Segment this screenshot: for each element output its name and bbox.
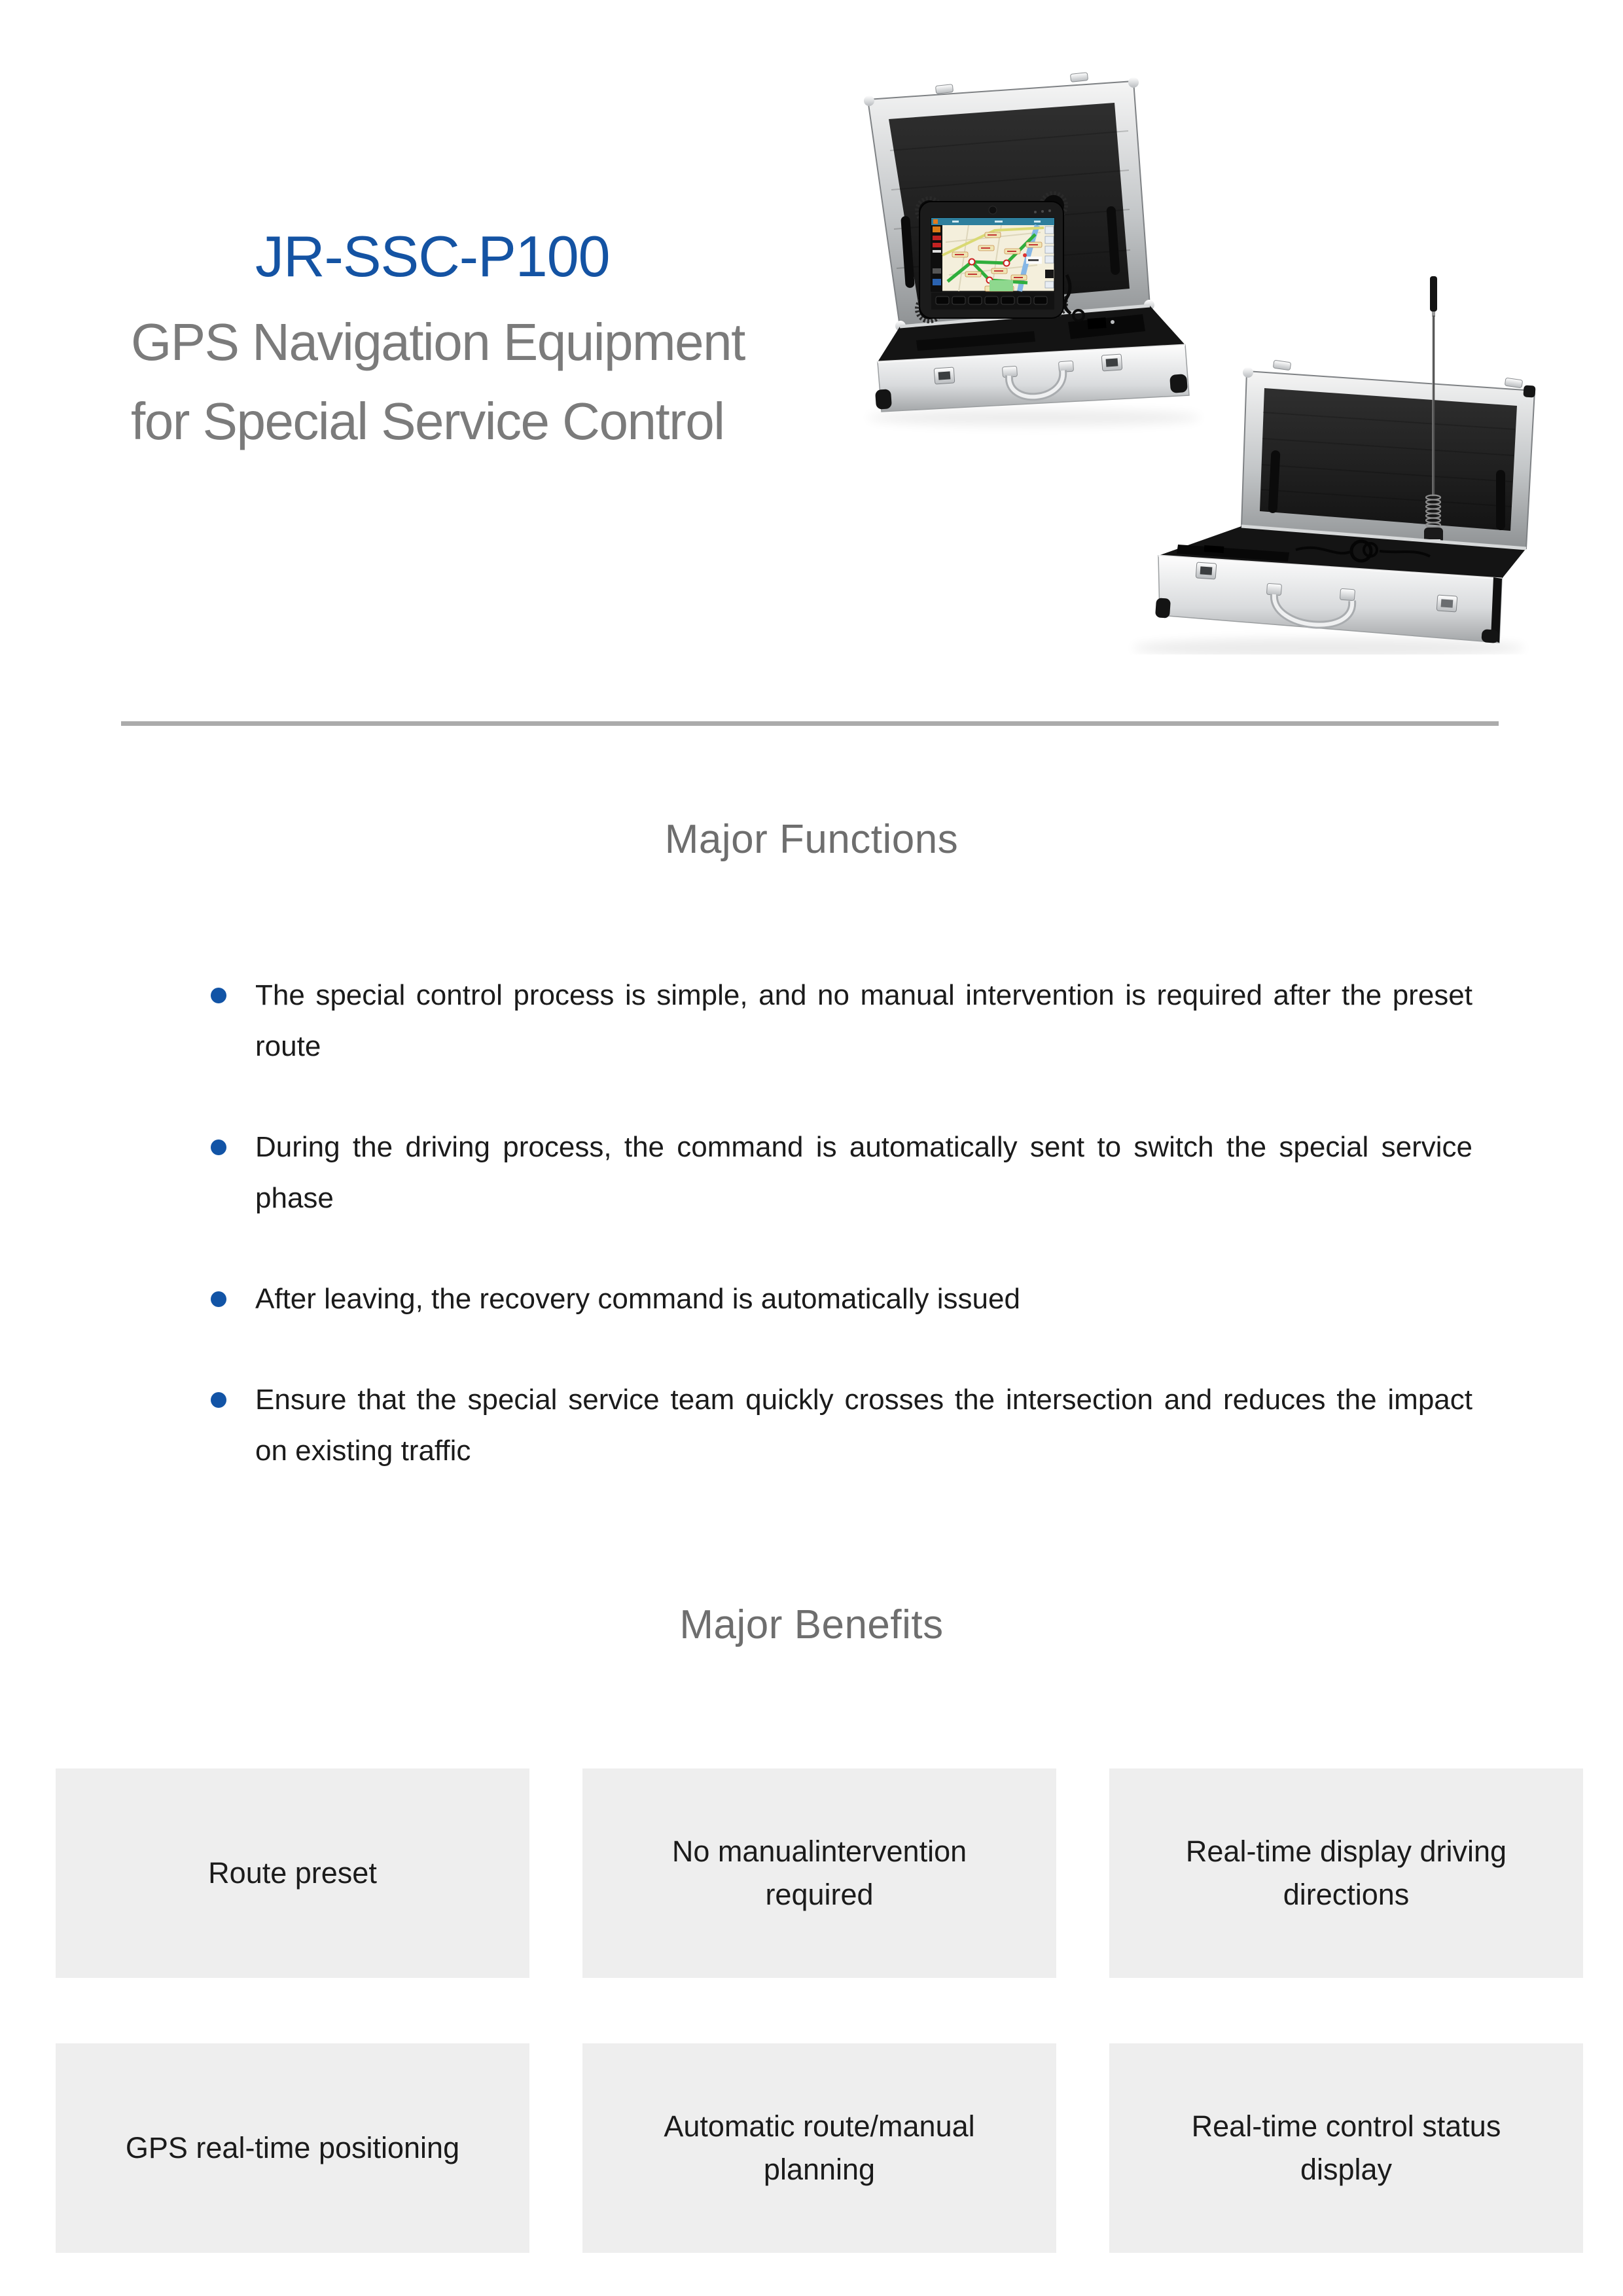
major-benefits-heading: Major Benefits <box>679 1602 944 1647</box>
function-bullet-3 <box>211 1274 1472 1325</box>
benefit-card-no-manual-intervention <box>582 1768 1056 1978</box>
benefits-grid <box>56 1768 1583 2253</box>
function-bullet-text: Ensure that the special service team quickly crosses the intersection and reduces the impact on existing traffic <box>255 1384 1472 1467</box>
function-bullet-2 <box>211 1122 1472 1224</box>
function-bullet-1 <box>211 970 1472 1072</box>
map-screen <box>931 218 1054 291</box>
product-model-title: JR-SSC-P100 <box>255 224 610 289</box>
benefit-card-label: No manualintervention required <box>671 1835 967 1911</box>
bullet-dot-icon <box>211 1291 226 1307</box>
benefit-card-gps-positioning <box>56 2043 529 2253</box>
benefit-card-control-status <box>1109 2043 1583 2253</box>
benefit-card-route-planning <box>582 2043 1056 2253</box>
section-divider <box>121 721 1499 726</box>
bullet-dot-icon <box>211 1392 226 1408</box>
function-bullet-text: After leaving, the recovery command is automatically issued <box>255 1283 1020 1315</box>
photo-case-upright <box>864 73 1189 412</box>
function-bullet-4 <box>211 1374 1472 1477</box>
benefit-card-label: Automatic route/manual planning <box>664 2109 975 2186</box>
functions-bullet-list <box>211 970 1472 1526</box>
product-subtitle-line-1: GPS Navigation Equipment <box>131 313 745 371</box>
benefit-card-label: Real-time control status display <box>1191 2109 1501 2186</box>
photo-case-flat-antenna <box>1155 276 1536 643</box>
product-subtitle <box>131 302 745 461</box>
function-bullet-text: The special control process is simple, and no manual intervention is required after the preset route <box>255 979 1472 1062</box>
bullet-dot-icon <box>211 988 226 1003</box>
benefit-card-label: Real-time display driving directions <box>1185 1835 1507 1911</box>
bullet-dot-icon <box>211 1139 226 1155</box>
major-functions-heading: Major Functions <box>664 817 959 862</box>
gps-navigator-device <box>917 193 1084 321</box>
benefit-card-label: GPS real-time positioning <box>125 2131 460 2164</box>
benefit-card-display-directions <box>1109 1768 1583 1978</box>
product-subtitle-line-2: for Special Service Control <box>131 392 724 450</box>
function-bullet-text: During the driving process, the command is automatically sent to switch the special service phase <box>255 1131 1472 1214</box>
product-photos <box>838 59 1571 655</box>
benefit-card-label: Route preset <box>208 1856 377 1890</box>
benefit-card-route-preset <box>56 1768 529 1978</box>
